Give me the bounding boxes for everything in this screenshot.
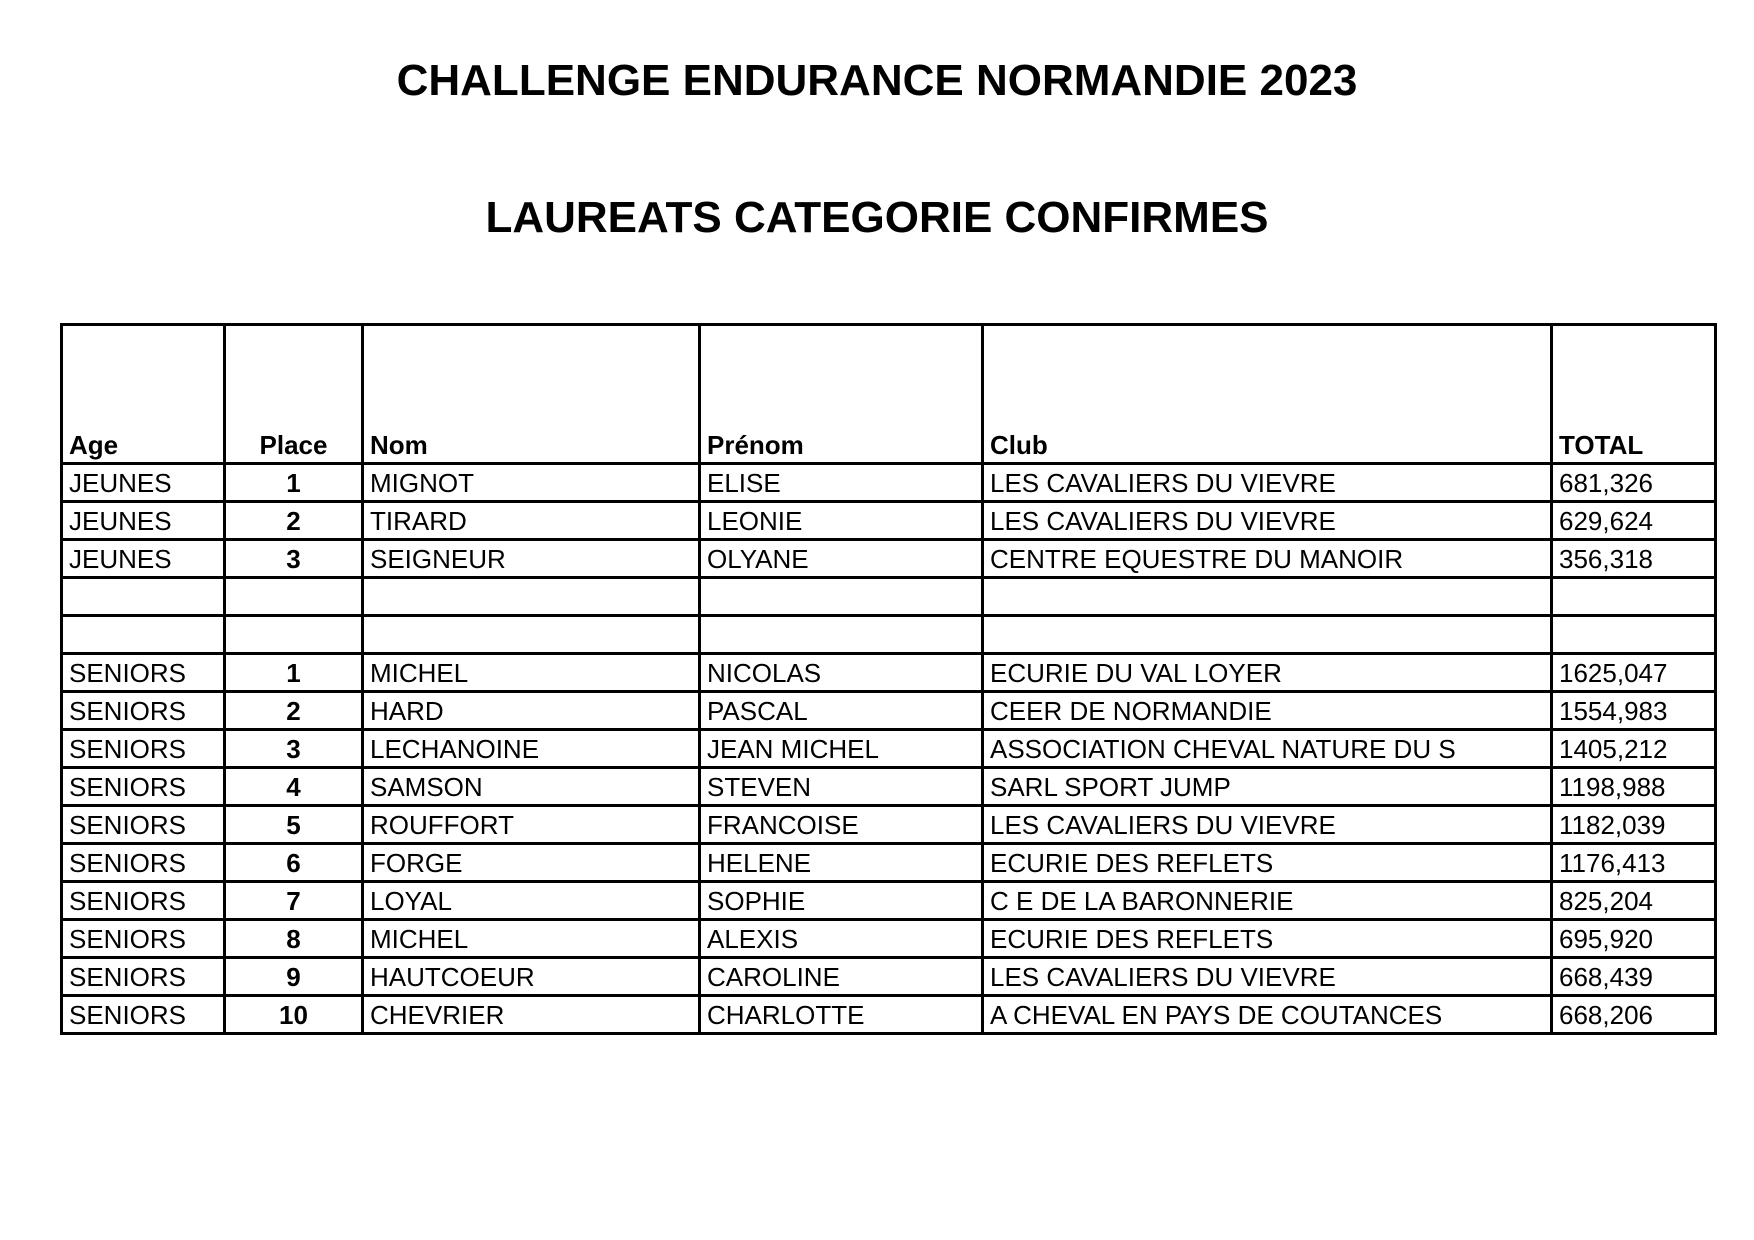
header-nom: Nom (363, 325, 700, 464)
cell-place: 1 (225, 464, 363, 502)
cell-age: SENIORS (62, 920, 225, 958)
table-row (62, 578, 1716, 616)
cell-total: 825,204 (1552, 882, 1716, 920)
cell-nom: LOYAL (363, 882, 700, 920)
cell-age: SENIORS (62, 958, 225, 996)
cell-nom (363, 578, 700, 616)
cell-age (62, 578, 225, 616)
cell-nom: MICHEL (363, 654, 700, 692)
cell-club: CENTRE EQUESTRE DU MANOIR (983, 540, 1552, 578)
cell-prenom: CHARLOTTE (700, 996, 983, 1034)
table-row (62, 920, 1716, 958)
cell-prenom: FRANCOISE (700, 806, 983, 844)
cell-prenom (700, 616, 983, 654)
cell-age: SENIORS (62, 730, 225, 768)
cell-place: 1 (225, 654, 363, 692)
cell-club: LES CAVALIERS DU VIEVRE (983, 502, 1552, 540)
cell-age: JEUNES (62, 464, 225, 502)
cell-club: LES CAVALIERS DU VIEVRE (983, 958, 1552, 996)
cell-age (62, 616, 225, 654)
cell-place: 3 (225, 730, 363, 768)
cell-age: SENIORS (62, 654, 225, 692)
cell-prenom: HELENE (700, 844, 983, 882)
table-body (62, 464, 1716, 1034)
cell-club: LES CAVALIERS DU VIEVRE (983, 806, 1552, 844)
cell-club (983, 616, 1552, 654)
cell-club: ECURIE DES REFLETS (983, 920, 1552, 958)
header-age: Age (62, 325, 225, 464)
cell-total (1552, 578, 1716, 616)
cell-nom: SEIGNEUR (363, 540, 700, 578)
cell-age: JEUNES (62, 502, 225, 540)
table-row (62, 502, 1716, 540)
cell-age: JEUNES (62, 540, 225, 578)
header-club: Club (983, 325, 1552, 464)
cell-place (225, 616, 363, 654)
cell-prenom: JEAN MICHEL (700, 730, 983, 768)
cell-total: 356,318 (1552, 540, 1716, 578)
cell-prenom: CAROLINE (700, 958, 983, 996)
cell-place: 3 (225, 540, 363, 578)
cell-club: SARL SPORT JUMP (983, 768, 1552, 806)
cell-place: 7 (225, 882, 363, 920)
cell-prenom: NICOLAS (700, 654, 983, 692)
cell-age: SENIORS (62, 806, 225, 844)
cell-nom: SAMSON (363, 768, 700, 806)
table-row (62, 540, 1716, 578)
table-header (62, 325, 1716, 464)
cell-prenom: OLYANE (700, 540, 983, 578)
table-row (62, 768, 1716, 806)
cell-nom: ROUFFORT (363, 806, 700, 844)
cell-nom: MICHEL (363, 920, 700, 958)
cell-nom (363, 616, 700, 654)
header-place: Place (225, 325, 363, 464)
cell-prenom: ALEXIS (700, 920, 983, 958)
cell-nom: LECHANOINE (363, 730, 700, 768)
cell-place: 5 (225, 806, 363, 844)
cell-club (983, 578, 1552, 616)
table-row (62, 882, 1716, 920)
cell-club: LES CAVALIERS DU VIEVRE (983, 464, 1552, 502)
cell-nom: TIRARD (363, 502, 700, 540)
cell-place: 2 (225, 502, 363, 540)
cell-club: ECURIE DES REFLETS (983, 844, 1552, 882)
table-row (62, 844, 1716, 882)
cell-nom: MIGNOT (363, 464, 700, 502)
cell-prenom: STEVEN (700, 768, 983, 806)
table-row (62, 692, 1716, 730)
cell-total: 1625,047 (1552, 654, 1716, 692)
cell-nom: HAUTCOEUR (363, 958, 700, 996)
cell-age: SENIORS (62, 844, 225, 882)
cell-place: 2 (225, 692, 363, 730)
results-table (60, 323, 1717, 1035)
page-title: CHALLENGE ENDURANCE NORMANDIE 2023 (396, 56, 1358, 105)
table-row (62, 730, 1716, 768)
cell-total: 1182,039 (1552, 806, 1716, 844)
cell-club: CEER DE NORMANDIE (983, 692, 1552, 730)
cell-prenom: ELISE (700, 464, 983, 502)
cell-club: C E DE LA BARONNERIE (983, 882, 1552, 920)
cell-total: 695,920 (1552, 920, 1716, 958)
cell-club: A CHEVAL EN PAYS DE COUTANCES (983, 996, 1552, 1034)
cell-prenom: PASCAL (700, 692, 983, 730)
cell-total (1552, 616, 1716, 654)
cell-age: SENIORS (62, 768, 225, 806)
cell-place: 6 (225, 844, 363, 882)
cell-age: SENIORS (62, 996, 225, 1034)
header-total: TOTAL (1552, 325, 1716, 464)
table-row (62, 996, 1716, 1034)
cell-age: SENIORS (62, 692, 225, 730)
cell-place: 10 (225, 996, 363, 1034)
cell-total: 668,439 (1552, 958, 1716, 996)
cell-total: 681,326 (1552, 464, 1716, 502)
cell-place: 8 (225, 920, 363, 958)
cell-club: ASSOCIATION CHEVAL NATURE DU S (983, 730, 1552, 768)
table-row (62, 616, 1716, 654)
cell-club: ECURIE DU VAL LOYER (983, 654, 1552, 692)
cell-place: 4 (225, 768, 363, 806)
header-row (62, 325, 1716, 464)
cell-total: 1176,413 (1552, 844, 1716, 882)
table-row (62, 464, 1716, 502)
page-subtitle: LAUREATS CATEGORIE CONFIRMES (485, 193, 1269, 242)
cell-prenom: SOPHIE (700, 882, 983, 920)
cell-total: 668,206 (1552, 996, 1716, 1034)
cell-nom: FORGE (363, 844, 700, 882)
table-row (62, 654, 1716, 692)
cell-place (225, 578, 363, 616)
cell-age: SENIORS (62, 882, 225, 920)
cell-prenom (700, 578, 983, 616)
cell-nom: HARD (363, 692, 700, 730)
table-row (62, 806, 1716, 844)
header-prenom: Prénom (700, 325, 983, 464)
cell-prenom: LEONIE (700, 502, 983, 540)
cell-total: 1198,988 (1552, 768, 1716, 806)
table-row (62, 958, 1716, 996)
cell-total: 1554,983 (1552, 692, 1716, 730)
cell-total: 1405,212 (1552, 730, 1716, 768)
cell-total: 629,624 (1552, 502, 1716, 540)
cell-nom: CHEVRIER (363, 996, 700, 1034)
cell-place: 9 (225, 958, 363, 996)
